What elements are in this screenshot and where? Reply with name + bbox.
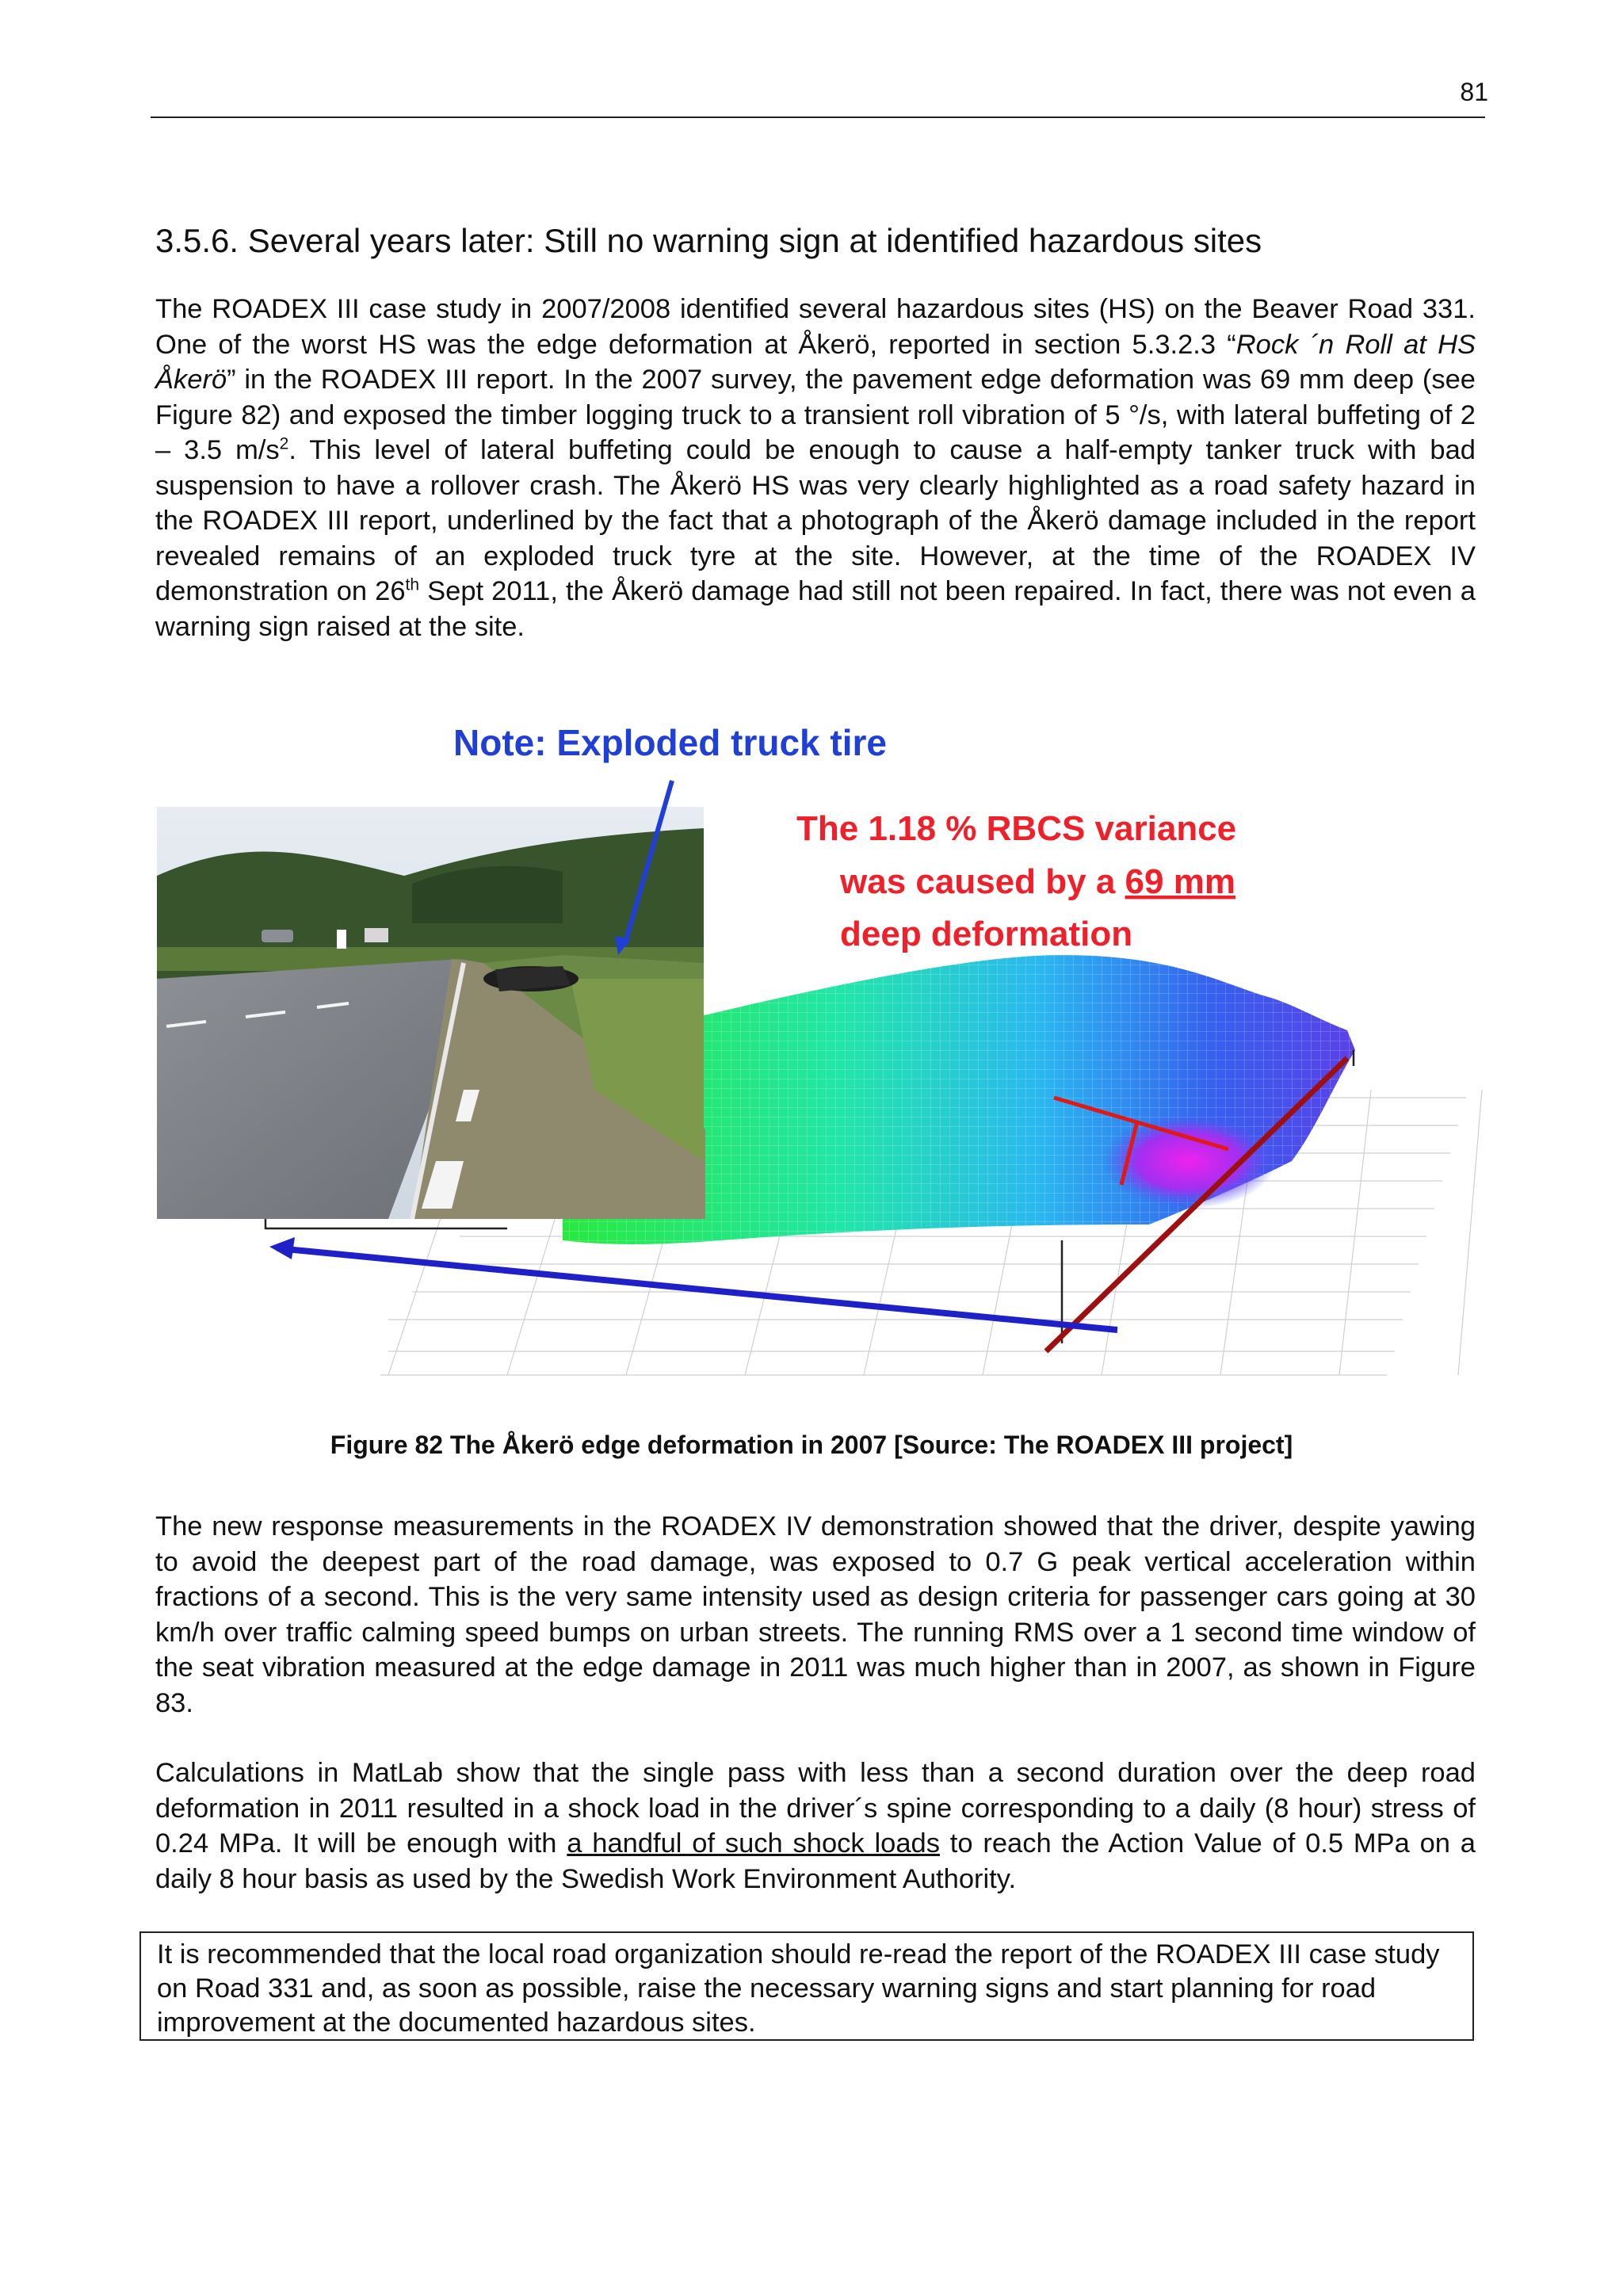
section-heading: 3.5.6. Several years later: Still no warning sign at identified hazardous sites [155,222,1262,259]
blue-axis-arrow [269,1237,1117,1330]
note-label: Note: Exploded truck tire [453,722,887,763]
figure-caption: Figure 82 The Åkerö edge deformation in 2007 [Source: The ROADEX III project] [330,1431,1293,1459]
road-photo [157,807,705,1219]
annotation-line-3: deep deformation [840,915,1133,953]
paragraph-3: Calculations in MatLab show that the single pass with less than a second duration over the deep road deformation in 2011 resulted in a shock load in the driver´s spine corresponding to a daily (8 hour) stress of 0.24 MPa. It will be enough with a handful of such shock loads to reach the Action Value of 0.5 MPa on a daily 8 hour basis as used by the Swedish Work Environment Authority. [155,1758,1476,1894]
paragraph-2: The new response measurements in the ROADEX IV demonstration showed that the driver, despite yawing to avoid the deepest part of the road damage, was exposed to 0.7 G peak vertical acceleration within fractions of a second. This is the very same intensity used as design criteria for passenger cars going at 30 km/h over traffic calming speed bumps on urban streets. The running RMS over a 1 second time window of the seat vibration measured at the edge damage in 2011 was much higher than in 2007, as shown in Figure 83. [155,1511,1476,1718]
figure-svg [151,717,1498,1383]
page-number: 81 [1460,78,1488,106]
header-rule [151,117,1485,118]
recommendation-box: It is recommended that the local road organization should re-read the report of the ROADEX III case study on Road 331 and, as soon as possible, raise the necessary warning signs and start planning for road improvement at the documented hazardous sites. [139,1931,1474,2041]
figure-82 [151,717,1498,1383]
annotation-line-2: was caused by a 69 mm [840,862,1235,901]
intro-paragraph: The ROADEX III case study in 2007/2008 identified several hazardous sites (HS) on the Beaver Road 331. One of the worst HS was the edge deformation at Åkerö, reported in section 5.3.2.3 “Rock ´n Roll at HS Åkerö” in the ROADEX III report. In the 2007 survey, the pavement edge deformation was 69 mm deep (see Figure 82) and exposed the timber logging truck to a transient roll vibration of 5 °/s, with lateral buffeting of 2 – 3.5 $m/s^2$. This level of lateral buffeting could be enough to cause a half-empty tanker truck with bad suspension to have a rollover crash. The Åkerö HS was very clearly highlighted as a road safety hazard in the ROADEX III report, underlined by the fact that a photograph of the Åkerö damage included in the report revealed remains of an exploded truck tyre at the site. However, at the time of the ROADEX IV demonstration on 26th Sept 2011, the Åkerö damage had still not been repaired. In fact, there was not even a warning sign raised at the site. [155,294,1476,642]
annotation-line-1: The 1.18 % RBCS variance [796,809,1237,848]
